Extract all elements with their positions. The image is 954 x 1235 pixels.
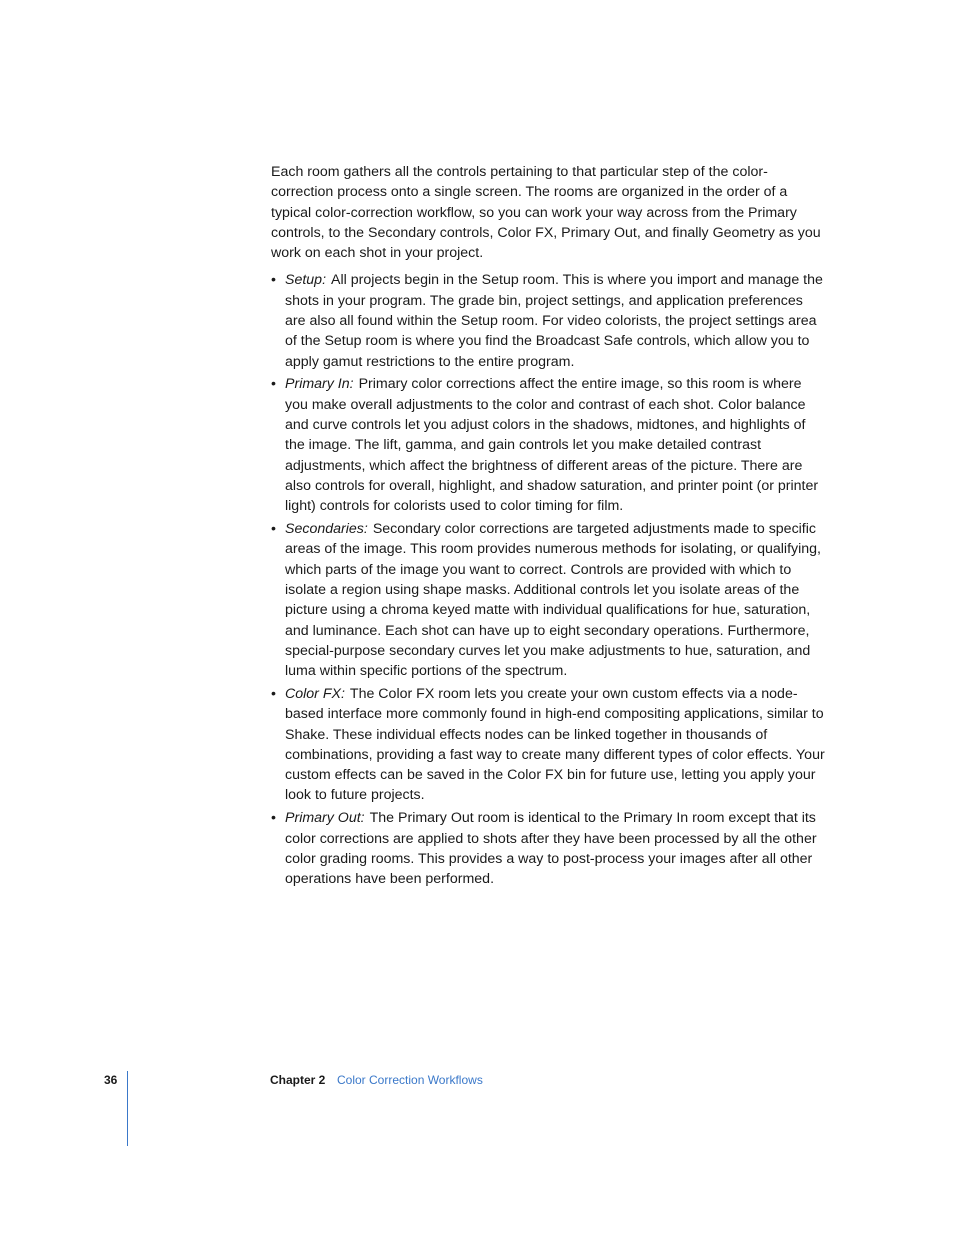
item-term: Primary In: bbox=[285, 376, 354, 393]
list-item-primary-out bbox=[271, 808, 827, 889]
item-term: Setup: bbox=[285, 272, 327, 289]
list-item-color-fx bbox=[271, 684, 827, 806]
item-text: The Color FX room lets you create your own custom effects via a node-based interface more commonly found in high-end compositing applications, similar to Shake. These individual effects nodes can be linked together in thousands of combinations, providing a fast way to create many different types of color effects. Your custom effects can be saved in the Color FX bin for future use, letting you apply your look to future projects. bbox=[285, 685, 825, 804]
item-text: The Primary Out room is identical to the Primary In room except that its color corrections are applied to shots after they have been processed by all the other color grading rooms. This provides a way to post-process your images after all other operations have been performed. bbox=[285, 810, 817, 888]
intro-paragraph: Each room gathers all the controls pertaining to that particular step of the color-correction process onto a single screen. The rooms are organized in the order of a typical color-correction workflow, so you can work your way across from the Primary controls, to the Secondary controls, Color FX, Primary Out, and finally Geometry as you work on each shot in your project. bbox=[271, 164, 821, 262]
item-term: Secondaries: bbox=[285, 521, 368, 538]
chapter-title: Color Correction Workflows bbox=[337, 1073, 483, 1087]
footer-divider bbox=[127, 1071, 128, 1146]
list-item-setup bbox=[271, 270, 827, 371]
item-text: Primary color corrections affect the entire image, so this room is where you make overall adjustments to the color and contrast of each shot. Color balance and curve controls let you adjust colors in the shadows, midtones, and highlights of the image. The lift, gamma, and gain controls let you make detailed contrast adjustments, which affect the brightness of different areas of the picture. There are also controls for overall, highlight, and shadow saturation, and printer point (or printer light) controls for colorists used to color timing for film. bbox=[285, 376, 819, 515]
bullet-icon: • bbox=[271, 685, 276, 702]
list-item-secondaries bbox=[271, 519, 827, 681]
item-text: Secondary color corrections are targeted adjustments made to specific areas of the image. This room provides numerous methods for isolating, or qualifying, which parts of the image you want to correct. Controls are provided with which to isolate a region using shape masks. Additional controls let you isolate areas of the picture using a chroma keyed matte with individual qualifications for hue, saturation, and luminance. Each shot can have up to eight secondary operations. Furthermore, special-purpose secondary curves let you make adjustments to hue, saturation, and luma within specific portions of the spectrum. bbox=[285, 521, 821, 680]
page-body bbox=[271, 162, 827, 892]
chapter-label: Chapter 2 bbox=[270, 1073, 326, 1087]
bullet-icon: • bbox=[271, 272, 276, 289]
item-text: All projects begin in the Setup room. This is where you import and manage the shots in your program. The grade bin, project settings, and application preferences are also all found within the Setup room. For video colorists, the project settings area of the Setup room is where you find the Broadcast Safe controls, which allow you to apply gamut restrictions to the entire program. bbox=[285, 272, 823, 370]
room-list bbox=[271, 270, 827, 889]
bullet-icon: • bbox=[271, 810, 276, 827]
item-term: Primary Out: bbox=[285, 810, 365, 827]
bullet-icon: • bbox=[271, 376, 276, 393]
item-term: Color FX: bbox=[285, 685, 345, 702]
page-number: 36 bbox=[104, 1073, 118, 1087]
bullet-icon: • bbox=[271, 521, 276, 538]
list-item-primary-in bbox=[271, 374, 827, 516]
